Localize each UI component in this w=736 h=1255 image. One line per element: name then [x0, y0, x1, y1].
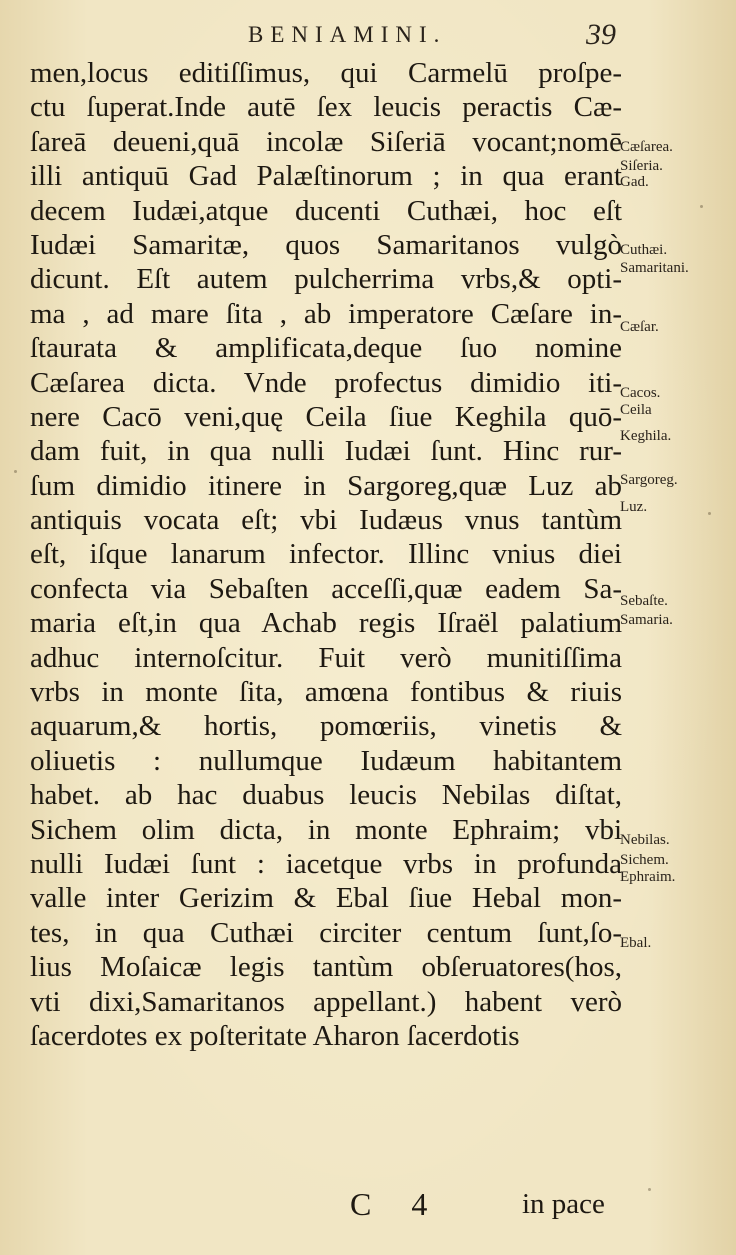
margin-note-samaria: Samaria. [620, 612, 673, 628]
text-line: tes, in qua Cuthæi circiter centum ſunt,ſo- [30, 916, 622, 949]
paper-speck [700, 205, 703, 208]
text-line: ſareā deueni,quā incolæ Siſeriā vocant;nomē [30, 125, 622, 158]
page-number: 39 [586, 18, 616, 51]
paper-speck [648, 1188, 651, 1191]
text-line: valle inter Gerizim & Ebal ſiue Hebal mon- [30, 882, 622, 915]
text-line: aquarum,& hortis, pomœriis, vinetis & [30, 710, 622, 743]
text-line: Iudæi Samaritæ, quos Samaritanos vulgò [30, 228, 622, 261]
margin-note-ephraim: Ephraim. [620, 869, 676, 885]
text-line: nulli Iudæi ſunt : iacetque vrbs in profunda [30, 847, 622, 880]
margin-note-cuthaei: Cuthæi. [620, 242, 668, 258]
margin-note-sichem: Sichem. [620, 852, 669, 868]
main-text-block [30, 56, 622, 1053]
signature-mark: C 4 [350, 1186, 444, 1222]
margin-note-ceila: Ceila [620, 402, 652, 418]
text-line: men,locus editiſſimus, qui Carmelū proſpe- [30, 57, 622, 89]
text-line: lius Moſaicæ legis tantùm obſeruatores(hos, [30, 951, 622, 984]
margin-note-samaritani: Samaritani. [620, 260, 689, 276]
margin-note-caesar: Cæſar. [620, 319, 659, 335]
page-header [0, 14, 736, 54]
margin-note-caesarea: Cæſarea. [620, 139, 673, 155]
margin-note-ebal: Ebal. [620, 935, 652, 951]
margin-notes [620, 56, 732, 1176]
paper-speck [708, 512, 711, 515]
text-line: maria eſt,in qua Achab regis Iſraël palatium [30, 607, 622, 640]
text-line: Sichem olim dicta, in monte Ephraim; vbi [30, 813, 622, 846]
text-line: ſacerdotes ex poſteritate Aharon ſacerdotis [30, 1019, 520, 1052]
catchword: in pace [522, 1188, 605, 1220]
text-line: nere Cacō veni,quę Ceila ſiue Keghila quō- [30, 400, 622, 433]
margin-note-sargoreg: Sargoreg. [620, 472, 678, 488]
text-line: ſum dimidio itinere in Sargoreg,quæ Luz ab [30, 469, 622, 502]
margin-note-gad: Gad. [620, 174, 649, 190]
text-line: ma , ad mare ſita , ab imperatore Cæſare in- [30, 297, 622, 330]
margin-note-cacos: Cacos. [620, 385, 661, 401]
text-line: vrbs in monte ſita, amœna fontibus & riuis [30, 676, 622, 709]
margin-note-keghila: Keghila. [620, 428, 672, 444]
text-line: vti dixi,Samaritanos appellant.) habent verò [30, 985, 622, 1018]
text-line: antiquis vocata eſt; vbi Iudæus vnus tantùm [30, 504, 622, 537]
text-line: ſtaurata & amplificata,deque ſuo nomine [30, 332, 622, 365]
text-line: dam fuit, in qua nulli Iudæi ſunt. Hinc rur- [30, 435, 622, 468]
text-line: habet. ab hac duabus leucis Nebilas diſtat, [30, 779, 622, 812]
text-line: illi antiquū Gad Palæſtinorum ; in qua erant [30, 160, 622, 193]
text-line: eſt, iſque lanarum infector. Illinc vnius diei [30, 538, 622, 571]
text-line: adhuc internoſcitur. Fuit verò munitiſſima [30, 641, 622, 674]
paper-speck [14, 470, 17, 473]
running-head: BENIAMINI. [248, 22, 447, 47]
margin-note-siseria: Siſeria. [620, 158, 663, 174]
text-line: Cæſarea dicta. Vnde profectus dimidio iti- [30, 366, 622, 399]
text-line: decem Iudæi,atque ducenti Cuthæi, hoc eſt [30, 194, 622, 227]
text-line: dicunt. Eſt autem pulcherrima vrbs,& opti- [30, 263, 622, 296]
margin-note-luz: Luz. [620, 499, 648, 515]
margin-note-sebaste: Sebaſte. [620, 593, 668, 609]
text-line: ctu ſuperat.Inde autē ſex leucis peractis Cæ- [30, 91, 622, 124]
margin-note-nebilas: Nebilas. [620, 832, 670, 848]
text-line: confecta via Sebaſten acceſſi,quæ eadem Sa- [30, 572, 622, 605]
text-line: oliuetis : nullumque Iudæum habitantem [30, 744, 622, 777]
page-footer [0, 1180, 736, 1230]
